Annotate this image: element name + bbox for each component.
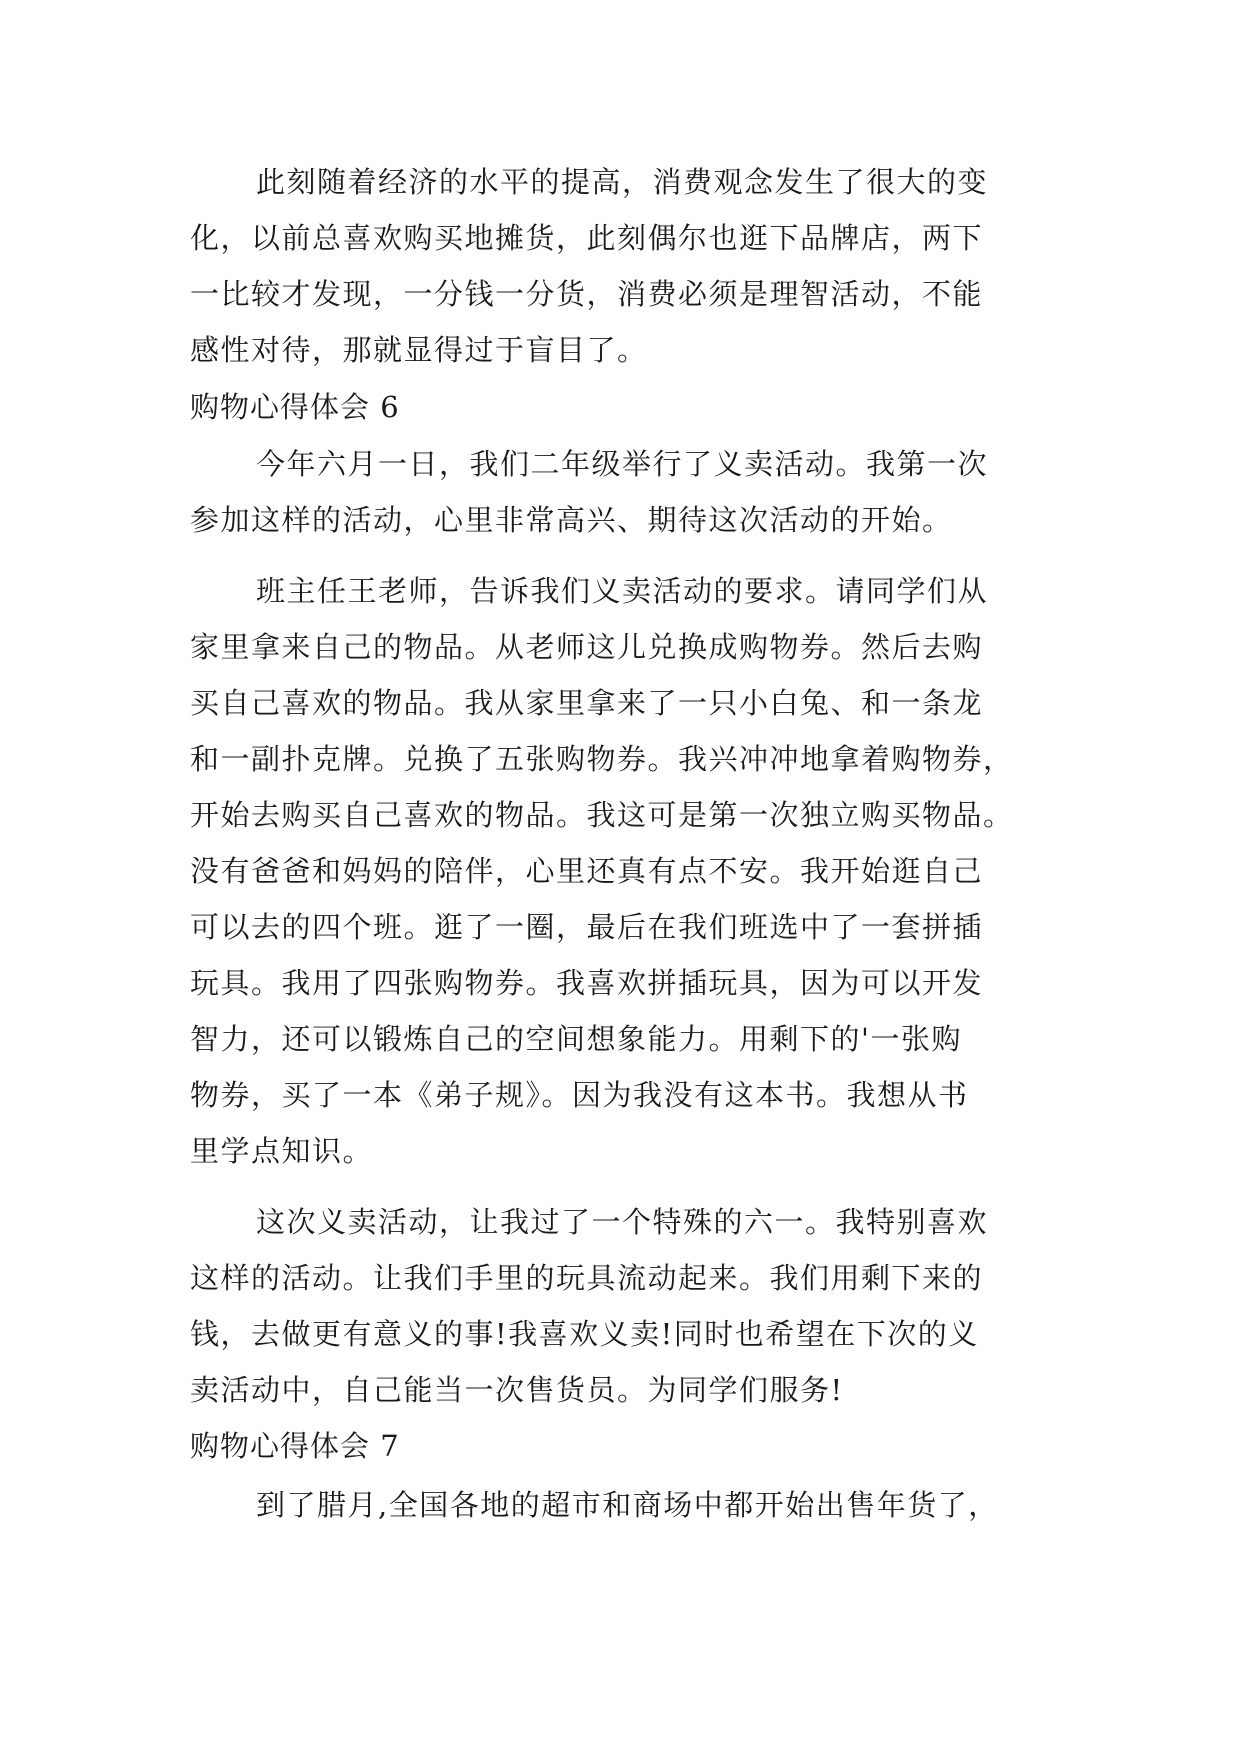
text-line: 卖活动中，自己能当一次售货员。为同学们服务! xyxy=(190,1373,844,1407)
text-line: 化，以前总喜欢购买地摊货，此刻偶尔也逛下品牌店，两下 xyxy=(190,221,984,255)
text-line: 物券，买了一本《弟子规》。因为我没有这本书。我想从书 xyxy=(190,1078,969,1112)
text-line: 可以去的四个班。逛了一圈，最后在我们班选中了一套拼插 xyxy=(190,910,984,944)
text-line: 家里拿来自己的物品。从老师这儿兑换成购物券。然后去购 xyxy=(190,630,984,664)
text-line: 参加这样的活动，心里非常高兴、期待这次活动的开始。 xyxy=(190,503,953,537)
text-line: 玩具。我用了四张购物券。我喜欢拼插玩具，因为可以开发 xyxy=(190,966,984,1000)
text-line: 买自己喜欢的物品。我从家里拿来了一只小白兔、和一条龙 xyxy=(190,686,984,720)
section-heading-6: 购物心得体会 6 xyxy=(190,390,400,424)
text-line: 到了腊月,全国各地的超市和商场中都开始出售年货了， xyxy=(256,1488,999,1522)
text-line: 今年六月一日，我们二年级举行了义卖活动。我第一次 xyxy=(256,447,989,481)
text-line: 感性对待，那就显得过于盲目了。 xyxy=(190,333,648,367)
text-line: 里学点知识。 xyxy=(190,1134,374,1168)
text-line: 这样的活动。让我们手里的玩具流动起来。我们用剩下来的 xyxy=(190,1261,984,1295)
text-line: 智力，还可以锻炼自己的空间想象能力。用剩下的'一张购 xyxy=(190,1022,962,1056)
text-line: 开始去购买自己喜欢的物品。我这可是第一次独立购买物品。 xyxy=(190,798,1014,832)
text-line: 这次义卖活动，让我过了一个特殊的六一。我特别喜欢 xyxy=(256,1205,989,1239)
text-line: 班主任王老师，告诉我们义卖活动的要求。请同学们从 xyxy=(256,574,989,608)
text-line: 一比较才发现，一分钱一分货，消费必须是理智活动，不能 xyxy=(190,277,984,311)
text-line: 和一副扑克牌。兑换了五张购物券。我兴冲冲地拿着购物券， xyxy=(190,742,1014,776)
text-line: 钱，去做更有意义的事!我喜欢义卖!同时也希望在下次的义 xyxy=(190,1317,979,1351)
text-line: 此刻随着经济的水平的提高，消费观念发生了很大的变 xyxy=(256,165,989,199)
text-line: 没有爸爸和妈妈的陪伴，心里还真有点不安。我开始逛自己 xyxy=(190,854,984,888)
section-heading-7: 购物心得体会 7 xyxy=(190,1429,400,1463)
